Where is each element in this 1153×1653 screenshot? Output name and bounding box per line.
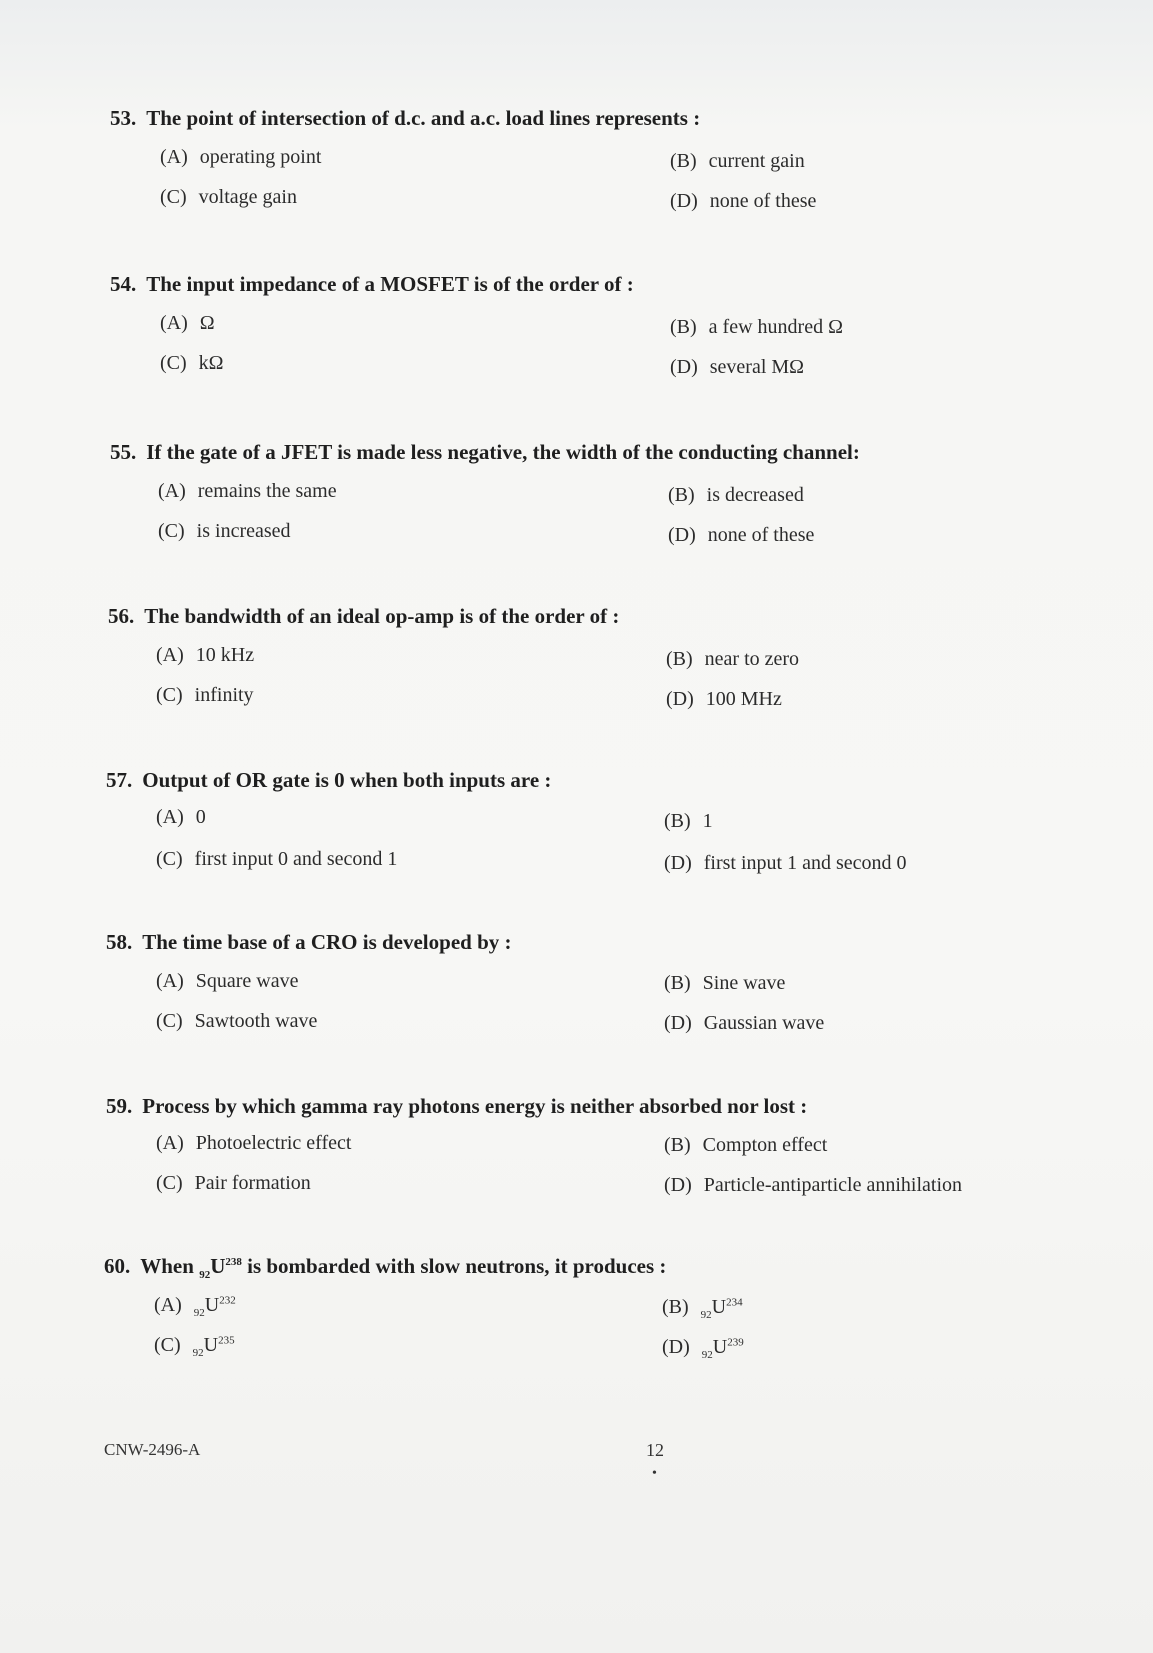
option-text: 0 bbox=[195, 806, 206, 828]
option-label: (C) bbox=[156, 1172, 183, 1194]
element-symbol: U bbox=[712, 1336, 728, 1358]
option-text: several MΩ bbox=[709, 356, 805, 378]
question-text-after: is bombarded with slow neutrons, it produces : bbox=[247, 1254, 667, 1278]
option-text: operating point bbox=[199, 146, 322, 168]
option-text: none of these bbox=[707, 524, 815, 546]
option-b bbox=[670, 316, 843, 339]
option-text: current gain bbox=[708, 150, 805, 172]
option-text: Pair formation bbox=[194, 1172, 311, 1194]
option-label: (A) bbox=[156, 806, 184, 828]
option-label: (D) bbox=[664, 1012, 692, 1034]
option-d bbox=[664, 1174, 962, 1197]
option-d bbox=[662, 1336, 744, 1361]
option-text: Sawtooth wave bbox=[194, 1010, 318, 1032]
option-b bbox=[664, 810, 713, 833]
question-heading bbox=[106, 930, 512, 955]
question-number: 58. bbox=[106, 930, 133, 954]
option-c bbox=[156, 684, 254, 707]
option-text: 100 MHz bbox=[705, 688, 782, 710]
option-label: (B) bbox=[664, 1134, 691, 1156]
option-label: (D) bbox=[664, 852, 692, 874]
option-a bbox=[156, 970, 299, 993]
mass-number: 232 bbox=[219, 1294, 236, 1307]
option-text: is increased bbox=[196, 520, 291, 542]
option-a bbox=[156, 644, 254, 667]
option-d bbox=[670, 356, 804, 379]
option-label: (D) bbox=[670, 356, 698, 378]
option-text: Gaussian wave bbox=[703, 1012, 825, 1034]
option-label: (B) bbox=[670, 316, 697, 338]
question-heading bbox=[108, 604, 619, 629]
option-d bbox=[670, 190, 816, 213]
question-text: The bandwidth of an ideal op-amp is of the order of : bbox=[144, 604, 620, 628]
option-text: 1 bbox=[702, 810, 713, 832]
question-number: 59. bbox=[106, 1094, 133, 1118]
option-c bbox=[154, 1334, 235, 1359]
question-heading bbox=[106, 768, 551, 793]
option-text: kΩ bbox=[198, 352, 224, 374]
option-text: Particle-antiparticle annihilation bbox=[703, 1174, 962, 1196]
option-c bbox=[160, 186, 297, 209]
option-a bbox=[160, 146, 321, 169]
paper-code: CNW-2496-A bbox=[104, 1440, 201, 1459]
option-label: (B) bbox=[666, 648, 693, 670]
option-label: (A) bbox=[160, 312, 188, 334]
option-label: (D) bbox=[668, 524, 696, 546]
question-number: 57. bbox=[106, 768, 133, 792]
option-b bbox=[664, 972, 785, 995]
question-number: 54. bbox=[110, 272, 137, 296]
option-text: remains the same bbox=[197, 480, 337, 502]
option-label: (C) bbox=[154, 1334, 181, 1356]
option-label: (B) bbox=[670, 150, 697, 172]
question-text: The time base of a CRO is developed by : bbox=[142, 930, 512, 954]
option-label: (D) bbox=[666, 688, 694, 710]
option-label: (C) bbox=[160, 352, 187, 374]
question-text bbox=[140, 1254, 667, 1282]
mass-number: 234 bbox=[726, 1296, 743, 1309]
option-d bbox=[664, 852, 907, 875]
option-text: Photoelectric effect bbox=[195, 1132, 352, 1154]
option-b bbox=[662, 1296, 743, 1321]
question-number: 53. bbox=[110, 106, 137, 130]
atomic-number: 92 bbox=[193, 1307, 205, 1319]
mass-number: 238 bbox=[225, 1256, 242, 1268]
option-label: (A) bbox=[158, 480, 186, 502]
footer-mark: • bbox=[652, 1466, 657, 1481]
question-heading bbox=[106, 1094, 807, 1119]
option-text: is decreased bbox=[706, 484, 804, 506]
question-heading bbox=[104, 1254, 666, 1281]
option-text: near to zero bbox=[704, 648, 800, 670]
option-text: voltage gain bbox=[198, 186, 297, 208]
option-label: (B) bbox=[668, 484, 695, 506]
option-label: (C) bbox=[156, 848, 183, 870]
question-number: 55. bbox=[110, 440, 137, 464]
option-a bbox=[160, 312, 215, 335]
element-symbol: U bbox=[711, 1296, 727, 1318]
option-text: infinity bbox=[194, 684, 254, 706]
question-text: The point of intersection of d.c. and a.c. load lines represents : bbox=[146, 106, 701, 130]
element-symbol: U bbox=[210, 1254, 226, 1278]
option-c bbox=[156, 1010, 317, 1033]
atomic-number: 92 bbox=[701, 1349, 713, 1361]
page-number: 12 bbox=[646, 1440, 664, 1460]
mass-number: 235 bbox=[218, 1334, 235, 1347]
atomic-number: 92 bbox=[192, 1347, 204, 1359]
option-label: (A) bbox=[156, 970, 184, 992]
question-text-before: When bbox=[140, 1254, 194, 1278]
option-text: 10 kHz bbox=[195, 644, 255, 666]
option-d bbox=[666, 688, 782, 711]
option-c bbox=[156, 848, 397, 871]
question-text: If the gate of a JFET is made less negative, the width of the conducting channel: bbox=[146, 440, 860, 464]
option-a bbox=[156, 1132, 351, 1155]
option-text: a few hundred Ω bbox=[708, 316, 843, 338]
option-b bbox=[668, 484, 804, 507]
option-label: (A) bbox=[156, 644, 184, 666]
option-label: (A) bbox=[156, 1132, 184, 1154]
question-text: Output of OR gate is 0 when both inputs are : bbox=[142, 768, 552, 792]
option-text: none of these bbox=[709, 190, 817, 212]
option-text: Square wave bbox=[195, 970, 299, 992]
question-heading bbox=[110, 272, 634, 297]
option-b bbox=[666, 648, 799, 671]
mass-number: 239 bbox=[727, 1336, 744, 1349]
option-label: (D) bbox=[670, 190, 698, 212]
option-text: first input 0 and second 1 bbox=[194, 848, 398, 870]
option-a bbox=[156, 806, 206, 829]
option-text: Ω bbox=[199, 312, 215, 334]
question-text: Process by which gamma ray photons energy is neither absorbed nor lost : bbox=[142, 1094, 808, 1118]
option-label: (D) bbox=[664, 1174, 692, 1196]
option-text: Sine wave bbox=[702, 972, 786, 994]
question-number: 56. bbox=[108, 604, 135, 628]
option-label: (A) bbox=[160, 146, 188, 168]
option-c bbox=[160, 352, 224, 375]
question-heading bbox=[110, 106, 700, 131]
option-label: (A) bbox=[154, 1294, 182, 1316]
option-label: (B) bbox=[664, 972, 691, 994]
option-b bbox=[670, 150, 805, 173]
question-text: The input impedance of a MOSFET is of the order of : bbox=[146, 272, 634, 296]
element-symbol: U bbox=[203, 1334, 219, 1356]
atomic-number: 92 bbox=[199, 1269, 211, 1282]
option-a bbox=[154, 1294, 236, 1319]
option-label: (C) bbox=[156, 1010, 183, 1032]
option-label: (B) bbox=[662, 1296, 689, 1318]
option-label: (D) bbox=[662, 1336, 690, 1358]
option-d bbox=[668, 524, 814, 547]
option-c bbox=[156, 1172, 311, 1195]
element-symbol: U bbox=[204, 1294, 220, 1316]
question-number: 60. bbox=[104, 1254, 131, 1278]
option-a bbox=[158, 480, 337, 503]
question-heading bbox=[110, 440, 860, 465]
option-label: (C) bbox=[156, 684, 183, 706]
option-b bbox=[664, 1134, 827, 1157]
atomic-number: 92 bbox=[700, 1309, 712, 1321]
option-text: Compton effect bbox=[702, 1134, 828, 1156]
option-c bbox=[158, 520, 291, 543]
option-label: (B) bbox=[664, 810, 691, 832]
option-label: (C) bbox=[158, 520, 185, 542]
option-label: (C) bbox=[160, 186, 187, 208]
option-d bbox=[664, 1012, 824, 1035]
option-text: first input 1 and second 0 bbox=[703, 852, 907, 874]
